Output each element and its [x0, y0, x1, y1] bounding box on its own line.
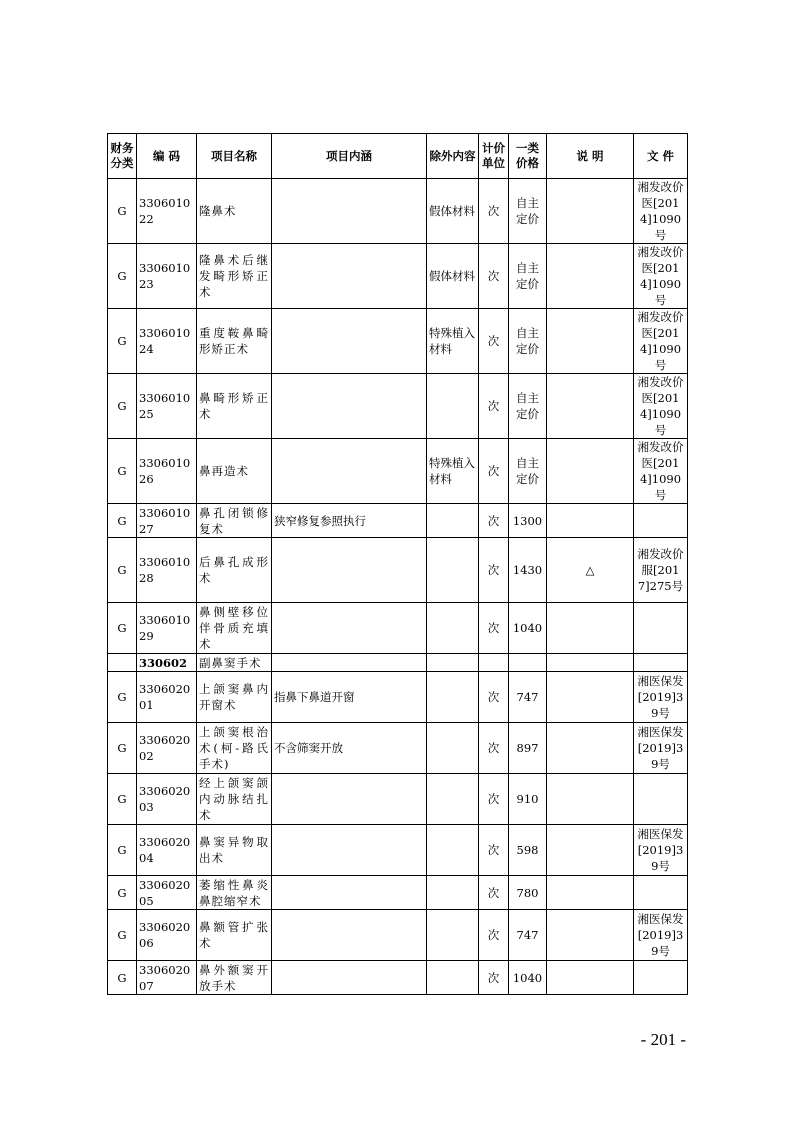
cell-price: 自主定价 — [509, 244, 547, 309]
cell-content — [272, 179, 427, 244]
cell-note — [547, 672, 634, 723]
cell-price: 1040 — [509, 603, 547, 654]
header-name: 项目名称 — [197, 134, 272, 179]
cell-code: 330602004 — [137, 825, 197, 876]
cell-unit: 次 — [479, 910, 509, 961]
cell-note: △ — [547, 538, 634, 603]
cell-name: 隆鼻术后继发畸形矫正术 — [197, 244, 272, 309]
cell-code: 330601025 — [137, 374, 197, 439]
cell-except — [427, 538, 479, 603]
header-price: 一类价格 — [509, 134, 547, 179]
table-row — [108, 244, 688, 309]
cell-file — [634, 961, 688, 995]
cell-finance: G — [108, 179, 137, 244]
cell-price: 910 — [509, 774, 547, 825]
category-row — [108, 654, 688, 672]
cell-price: 自主定价 — [509, 374, 547, 439]
cell-finance: G — [108, 439, 137, 504]
cell-finance: G — [108, 876, 137, 910]
cell-except — [427, 825, 479, 876]
cell-name: 鼻畸形矫正术 — [197, 374, 272, 439]
cell-note — [547, 244, 634, 309]
cell-price: 747 — [509, 910, 547, 961]
table-row — [108, 961, 688, 995]
cell-file: 湘发改价医[2014]1090号 — [634, 309, 688, 374]
cell-content: 指鼻下鼻道开窗 — [272, 672, 427, 723]
cell-content — [272, 309, 427, 374]
cell-content — [272, 538, 427, 603]
cell-except — [427, 603, 479, 654]
cell-code: 330602 — [137, 654, 197, 672]
cell-file: 湘发改价医[2014]1090号 — [634, 179, 688, 244]
cell-name: 鼻额管扩张术 — [197, 910, 272, 961]
cell-name: 经上颌窦颌内动脉结扎术 — [197, 774, 272, 825]
cell-price: 自主定价 — [509, 309, 547, 374]
cell-finance: G — [108, 504, 137, 538]
cell-content: 狭窄修复参照执行 — [272, 504, 427, 538]
header-note: 说 明 — [547, 134, 634, 179]
cell-file — [634, 876, 688, 910]
cell-price: 自主定价 — [509, 179, 547, 244]
cell-finance: G — [108, 603, 137, 654]
cell-note — [547, 723, 634, 774]
cell-price: 自主定价 — [509, 439, 547, 504]
cell-price: 1040 — [509, 961, 547, 995]
cell-except — [427, 876, 479, 910]
header-except: 除外内容 — [427, 134, 479, 179]
cell-except: 特殊植入材料 — [427, 309, 479, 374]
cell-file: 湘发改价医[2014]1090号 — [634, 244, 688, 309]
cell-except — [427, 504, 479, 538]
table-row — [108, 672, 688, 723]
cell-price: 1300 — [509, 504, 547, 538]
cell-price — [509, 654, 547, 672]
header-file: 文 件 — [634, 134, 688, 179]
table-row — [108, 538, 688, 603]
cell-code: 330601029 — [137, 603, 197, 654]
cell-finance: G — [108, 374, 137, 439]
cell-finance: G — [108, 244, 137, 309]
cell-price: 598 — [509, 825, 547, 876]
cell-name: 上颌窦鼻内开窗术 — [197, 672, 272, 723]
cell-except — [427, 774, 479, 825]
table-row — [108, 825, 688, 876]
cell-code: 330601028 — [137, 538, 197, 603]
cell-file: 湘发改价服[2017]275号 — [634, 538, 688, 603]
table-row — [108, 876, 688, 910]
cell-file: 湘医保发[2019]39号 — [634, 672, 688, 723]
cell-note — [547, 961, 634, 995]
cell-note — [547, 504, 634, 538]
cell-finance: G — [108, 672, 137, 723]
cell-unit: 次 — [479, 825, 509, 876]
page-number: - 201 - — [640, 1030, 686, 1049]
table-row — [108, 723, 688, 774]
cell-except: 假体材料 — [427, 244, 479, 309]
cell-file: 湘发改价医[2014]1090号 — [634, 439, 688, 504]
cell-name: 鼻窦异物取出术 — [197, 825, 272, 876]
cell-code: 330602006 — [137, 910, 197, 961]
cell-finance: G — [108, 538, 137, 603]
cell-file: 湘发改价医[2014]1090号 — [634, 374, 688, 439]
table-row — [108, 504, 688, 538]
cell-content — [272, 439, 427, 504]
cell-name: 萎缩性鼻炎鼻腔缩窄术 — [197, 876, 272, 910]
cell-code: 330602001 — [137, 672, 197, 723]
cell-finance: G — [108, 825, 137, 876]
cell-except: 假体材料 — [427, 179, 479, 244]
cell-note — [547, 774, 634, 825]
header-content: 项目内涵 — [272, 134, 427, 179]
header-finance: 财务分类 — [108, 134, 137, 179]
table-row — [108, 374, 688, 439]
cell-note — [547, 179, 634, 244]
cell-note — [547, 654, 634, 672]
cell-code: 330602002 — [137, 723, 197, 774]
cell-code: 330602007 — [137, 961, 197, 995]
cell-code: 330601023 — [137, 244, 197, 309]
cell-name: 重度鞍鼻畸形矫正术 — [197, 309, 272, 374]
cell-unit: 次 — [479, 309, 509, 374]
cell-unit: 次 — [479, 439, 509, 504]
cell-file — [634, 603, 688, 654]
table-header-row — [108, 134, 688, 179]
cell-unit: 次 — [479, 179, 509, 244]
cell-code: 330601027 — [137, 504, 197, 538]
cell-except — [427, 374, 479, 439]
cell-unit: 次 — [479, 538, 509, 603]
cell-content — [272, 654, 427, 672]
cell-note — [547, 603, 634, 654]
table-body — [108, 179, 688, 995]
cell-name: 鼻孔闭锁修复术 — [197, 504, 272, 538]
cell-code: 330602005 — [137, 876, 197, 910]
cell-name: 隆鼻术 — [197, 179, 272, 244]
cell-price: 897 — [509, 723, 547, 774]
header-unit: 计价单位 — [479, 134, 509, 179]
cell-finance — [108, 654, 137, 672]
cell-content — [272, 603, 427, 654]
cell-code: 330601024 — [137, 309, 197, 374]
cell-except — [427, 961, 479, 995]
cell-unit: 次 — [479, 876, 509, 910]
header-code: 编 码 — [137, 134, 197, 179]
cell-finance: G — [108, 961, 137, 995]
table-row — [108, 774, 688, 825]
cell-except — [427, 910, 479, 961]
cell-code: 330601026 — [137, 439, 197, 504]
cell-content — [272, 910, 427, 961]
cell-code: 330601022 — [137, 179, 197, 244]
cell-file: 湘医保发[2019]39号 — [634, 825, 688, 876]
cell-name: 鼻侧壁移位伴骨质充填术 — [197, 603, 272, 654]
table-row — [108, 309, 688, 374]
cell-unit: 次 — [479, 774, 509, 825]
cell-finance: G — [108, 723, 137, 774]
cell-note — [547, 910, 634, 961]
cell-name: 后鼻孔成形术 — [197, 538, 272, 603]
cell-content — [272, 774, 427, 825]
cell-content — [272, 825, 427, 876]
cell-finance: G — [108, 910, 137, 961]
cell-content — [272, 876, 427, 910]
cell-unit: 次 — [479, 244, 509, 309]
cell-unit: 次 — [479, 723, 509, 774]
cell-content — [272, 961, 427, 995]
cell-price: 1430 — [509, 538, 547, 603]
table-row — [108, 439, 688, 504]
cell-content — [272, 244, 427, 309]
cell-file — [634, 654, 688, 672]
cell-finance: G — [108, 309, 137, 374]
table-row — [108, 603, 688, 654]
cell-unit — [479, 654, 509, 672]
cell-unit: 次 — [479, 374, 509, 439]
cell-file — [634, 774, 688, 825]
cell-except: 特殊植入材料 — [427, 439, 479, 504]
cell-except — [427, 723, 479, 774]
cell-note — [547, 309, 634, 374]
cell-note — [547, 825, 634, 876]
cell-code: 330602003 — [137, 774, 197, 825]
cell-finance: G — [108, 774, 137, 825]
cell-unit: 次 — [479, 672, 509, 723]
cell-content: 不含筛窦开放 — [272, 723, 427, 774]
cell-note — [547, 439, 634, 504]
cell-unit: 次 — [479, 961, 509, 995]
cell-price: 747 — [509, 672, 547, 723]
cell-unit: 次 — [479, 504, 509, 538]
cell-note — [547, 374, 634, 439]
cell-except — [427, 672, 479, 723]
cell-note — [547, 876, 634, 910]
table-row — [108, 910, 688, 961]
cell-name: 鼻外额窦开放手术 — [197, 961, 272, 995]
cell-file: 湘医保发[2019]39号 — [634, 723, 688, 774]
table-row — [108, 179, 688, 244]
cell-name: 鼻再造术 — [197, 439, 272, 504]
cell-price: 780 — [509, 876, 547, 910]
cell-name: 上颌窦根治术(柯-路氏手术) — [197, 723, 272, 774]
cell-file: 湘医保发[2019]39号 — [634, 910, 688, 961]
cell-except — [427, 654, 479, 672]
cell-file — [634, 504, 688, 538]
cell-unit: 次 — [479, 603, 509, 654]
cell-name: 副鼻窦手术 — [197, 654, 272, 672]
cell-content — [272, 374, 427, 439]
price-table — [107, 133, 688, 995]
